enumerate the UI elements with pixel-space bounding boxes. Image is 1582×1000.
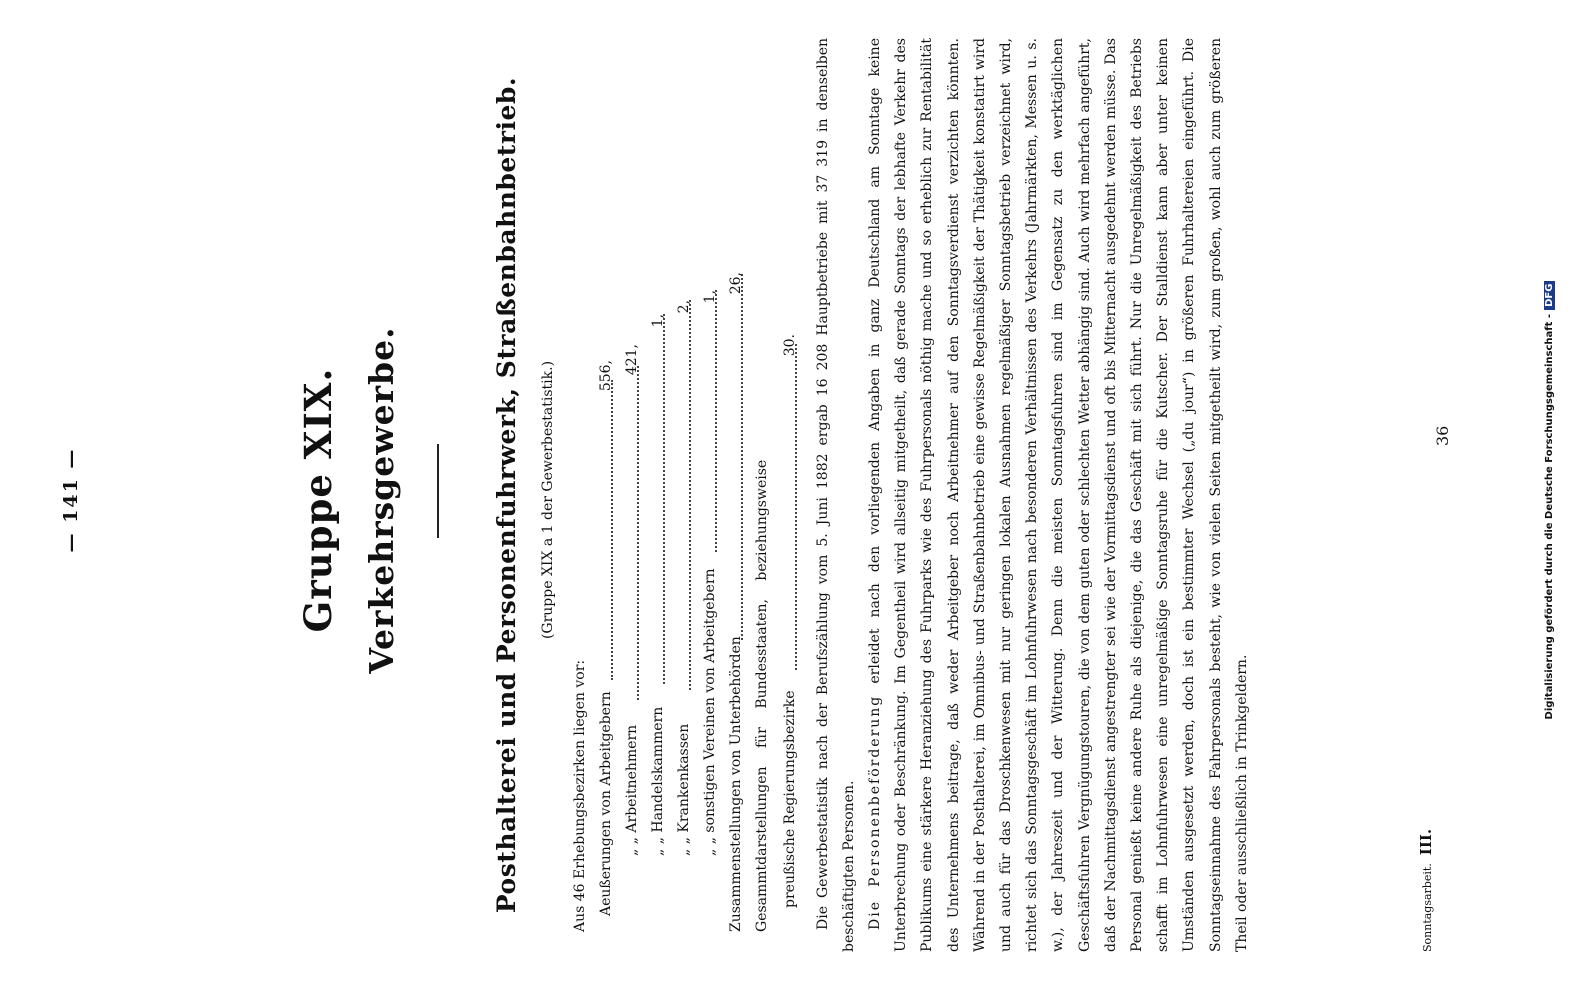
footer-signature [1417,829,1435,952]
table-row [782,690,798,908]
row-value: 2, [676,300,692,314]
row-label: Aeußerungen von Arbeitgebern [598,691,614,916]
group-title: Gruppe XIX. [296,367,340,633]
table-row [728,636,744,932]
paragraph-body: erleidet nach den vorliegenden Angaben in ganz Deutschland am Sonntage keine Unterbrechung oder Beschränkung. Im Gegentheil wird allseitig mitgetheilt, daß gerade Sonntags der lebhafte Verkehr des Publikums eine stärkere Heranziehung des Fuhrparks wie des Fuhrpersonals nöthig mache und so erheblich zur Rentabilität des Unternehmens beitrage, daß weder Arbeitgeber noch Arbeitnehmer auf den Sonntagsverdienst verzichten könnten. Während in der Posthalterei, im Omnibus- und Straßenbahnbetrieb eine gewisse Regelmäßigkeit der Thätigkeit konstatirt wird und auch für das Droschkenwesen mit nur geringen lokalen Ausnahmen regelmäßiger Sonntagsbetrieb verzeichnet wird, richtet sich das Sonntagsgeschäft im Lohnfuhrwesen nach besonderen Verhältnissen des Verkehrs (Jahrmärkten, Messen u. s. w.), der Jahreszeit und der Witterung. Denn die meisten Sonntagsfuhren sind im Gegensatz zu den werktäglichen Geschäftsfuhren Vergnügungstouren, die von dem guten oder schlechten Wetter abhängig sind. Auch wird mehrfach angeführt, daß der Nachmittagsdienst angestrengter sei wie der Vormittagsdienst und oft bis Mitternacht ausgedehnt werden müsse. Das Personal genießt keine andere Ruhe als diejenige, die das Geschäft mit sich führt. Nur die Unregelmäßigkeit des Betriebs schafft im Lohnfuhrwesen eine unregelmäßige Sonntagsruhe für die Kutscher. Der Stalldienst kann aber unter keinen Umständen ausgesetzt werden, doch ist ein bestimmter Wechsel („du jour“) in größeren Fuhrhaltereien eingeführt. Die Sonntagseinnahme des Fahrpersonals besteht, wie von vielen Seiten mitgetheilt wird, zum großen, wohl auch zum größeren Theil oder ausschließlich in Trinkgeldern. [867,38,1250,952]
row-value: 556, [598,360,614,392]
row-label: „ „ Arbeitnehmern [624,724,640,856]
paragraph-lead: Die Personenbeförderung [867,694,883,930]
table-row [624,725,640,916]
row-label: Gesammtdarstellungen für Bundesstaaten, beziehungsweise [754,459,770,932]
row-label: preußische Regierungsbezirke [782,690,798,908]
table-row [702,568,718,916]
table-row [676,724,692,916]
footer-number: 36 [1433,425,1452,446]
dfg-credit [1544,0,1555,1000]
row-value: 26, [728,272,744,295]
section-title: Posthalterei und Personenfuhrwerk, Straßenbahnbetrieb. [492,76,521,914]
page-number: — 141 — [60,447,82,553]
dfg-credit-text: Digitalisierung gefördert durch die Deutsche Forschungsgemeinschaft - [1544,313,1555,720]
row-label: „ „ Handelskammern [650,706,666,856]
table-row [598,691,614,916]
row-value: 30. [782,334,798,357]
table-row [754,460,770,932]
intro-line: Aus 46 Erhebungsbezirken liegen vor: [572,659,588,932]
footer-label: Sonntagsarbeit. [1421,863,1434,952]
section-source: (Gruppe XIX a 1 der Gewerbestatistik.) [540,360,556,640]
leader-dots [635,366,639,700]
group-subtitle: Verkehrsgewerbe. [362,326,401,674]
table-row [650,707,666,916]
row-label: „ „ sonstigen Vereinen von Arbeitgebern [702,568,718,856]
row-label: Zusammenstellungen von Unterbehörden [728,636,744,932]
row-value: 1, [650,314,666,328]
divider-rule [437,444,439,538]
footer-sheet-mark: III. [1417,828,1435,856]
paragraph-statistics: Die Gewerbestatistik nach der Berufszählung vom 5. Juni 1882 ergab 16 208 Hauptbetriebe mit 37 319 in denselben beschäftigten Personen. [815,38,858,952]
leader-dots [609,380,613,680]
paragraph-main [862,38,1255,952]
row-label: „ „ Krankenkassen [676,723,692,856]
row-value: 1, [702,290,718,304]
dfg-logo: DFG [1544,281,1555,310]
row-value: 421, [624,344,640,376]
